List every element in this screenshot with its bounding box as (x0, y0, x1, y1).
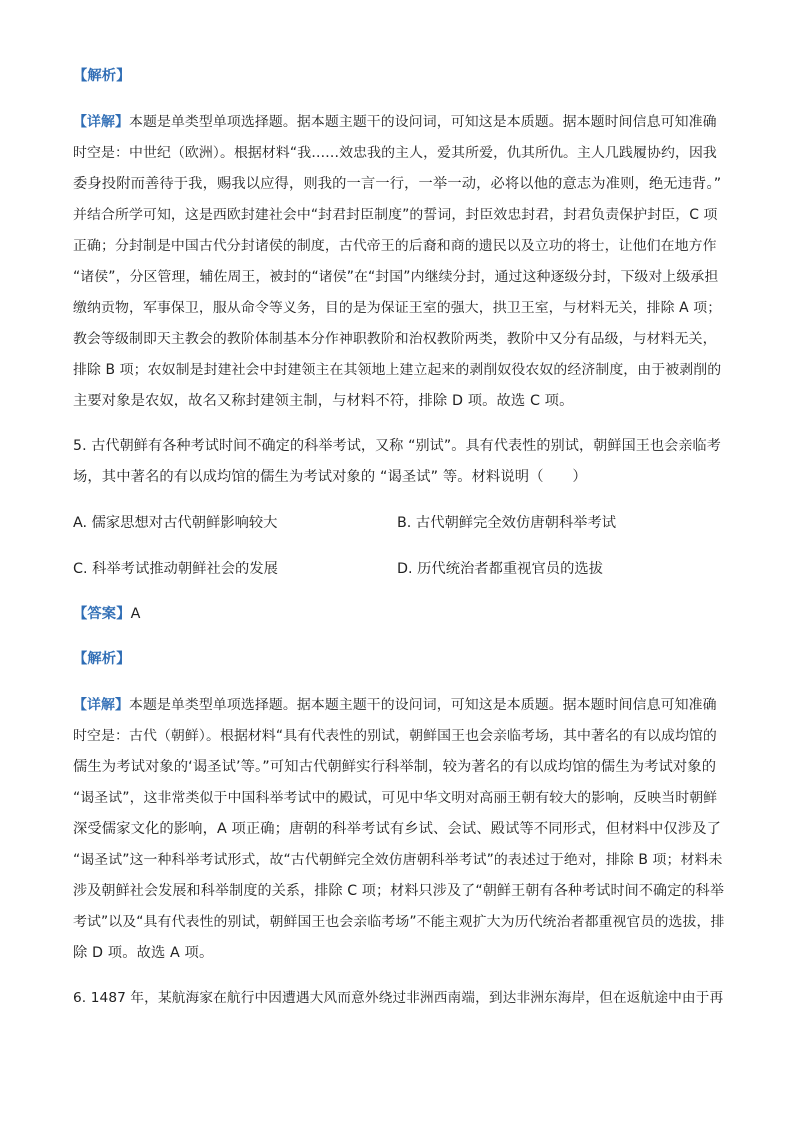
detail-tag: 【详解】 (73, 114, 129, 130)
detail-line: 【详解】本题是单类型单项选择题。据本题主题干的设问词，可知这是本质题。据本题时间信息可知准确 (73, 697, 717, 713)
option-d: D. 历代统治者都重视官员的选拔 (397, 561, 603, 577)
detail-line: “诸侯”，分区管理，辅佐周王，被封的“诸侯”在“封国”内继续分封，通过这种逐级分封，下级对上级承担 (73, 269, 719, 285)
detail-line: 并结合所学可知，这是西欧封建社会中“封君封臣制度”的誓词，封臣效忠封君，封君负责保护封臣，C 项 (73, 207, 718, 223)
detail-line: 时空是：古代（朝鲜）。根据材料“具有代表性的别试，朝鲜国王也会亲临考场，其中著名的有以成均馆的 (73, 728, 717, 744)
detail-line: 排除 B 项；农奴制是封建社会中封建领主在其领地上建立起来的剥削奴役农奴的经济制度，由于被剥削的 (73, 362, 722, 378)
detail-line: 时空是：中世纪（欧洲）。根据材料“我……效忠我的主人，爱其所爱，仇其所仇。主人几践履协约，因我 (73, 145, 717, 161)
option-c: C. 科举考试推动朝鲜社会的发展 (73, 561, 278, 577)
detail-tag: 【详解】 (73, 697, 129, 713)
detail-line: 教会等级制即天主教会的教阶体制基本分作神职教阶和治权教阶两类，教阶中又分有品级，与材料无关， (73, 331, 717, 347)
detail-line: “谒圣试”，这非常类似于中国科举考试中的殿试，可见中华文明对高丽王朝有较大的影响，反映当时朝鲜 (73, 790, 718, 806)
detail-line: 考试”以及“具有代表性的别试，朝鲜国王也会亲临考场”不能主观扩大为历代统治者都重视官员的选拔，排 (73, 914, 725, 930)
detail-line: “谒圣试”这一种科举考试形式，故“古代朝鲜完全效仿唐朝科举考试”的表述过于绝对，排除 B 项；材料未 (73, 852, 723, 868)
question-stem: 场，其中著名的有以成均馆的儒生为考试对象的 “谒圣试” 等。材料说明（ ） (73, 469, 587, 485)
answer-tag: 【答案】 (73, 606, 131, 622)
detail-line: 主要对象是农奴，故名又称封建领主制，与材料不符，排除 D 项。故选 C 项。 (73, 393, 574, 409)
option-b: B. 古代朝鲜完全效仿唐朝科举考试 (397, 515, 617, 531)
answer-line (73, 604, 723, 624)
detail-line: 正确；分封制是中国古代分封诸侯的制度，古代帝王的后裔和商的遗民以及立功的将士，让他们在地方作 (73, 238, 717, 254)
option-a: A. 儒家思想对古代朝鲜影响较大 (73, 515, 278, 531)
detail-line: 儒生为考试对象的‘谒圣试’等。”可知古代朝鲜实行科举制，较为著名的有以成均馆的儒生为考试对象的 (73, 759, 717, 775)
detail-line: 涉及朝鲜社会发展和科举制度的关系，排除 C 项；材料只涉及了“朝鲜王朝有各种考试时间不确定的科举 (73, 883, 725, 899)
jiexi-heading: 【解析】 (73, 68, 131, 84)
detail-line: 除 D 项。故选 A 项。 (73, 945, 214, 961)
detail-line: 深受儒家文化的影响，A 项正确；唐朝的科举考试有乡试、会试、殿试等不同形式，但材料中仅涉及了 (73, 821, 721, 837)
detail-line: 【详解】本题是单类型单项选择题。据本题主题干的设问词，可知这是本质题。据本题时间信息可知准确 (73, 114, 717, 130)
question-stem: 5. 古代朝鲜有各种考试时间不确定的科举考试，又称 “别试”。具有代表性的别试，朝鲜国王也会亲临考 (73, 438, 721, 454)
detail-line: 委身投附而善待于我，赐我以应得，则我的一言一行，一举一动，必将以他的意志为准则，绝无违背。” (73, 176, 722, 192)
jiexi-heading: 【解析】 (73, 651, 131, 667)
detail-line: 缴纳贡物，军事保卫，服从命令等义务，目的是为保证王室的强大，拱卫王室，与材料无关，排除 A 项； (73, 300, 722, 316)
question-stem: 6. 1487 年，某航海家在航行中因遭遇大风而意外绕过非洲西南端，到达非洲东海岸，但在返航途中由于再 (73, 990, 724, 1006)
answer-value: A (130, 606, 141, 622)
